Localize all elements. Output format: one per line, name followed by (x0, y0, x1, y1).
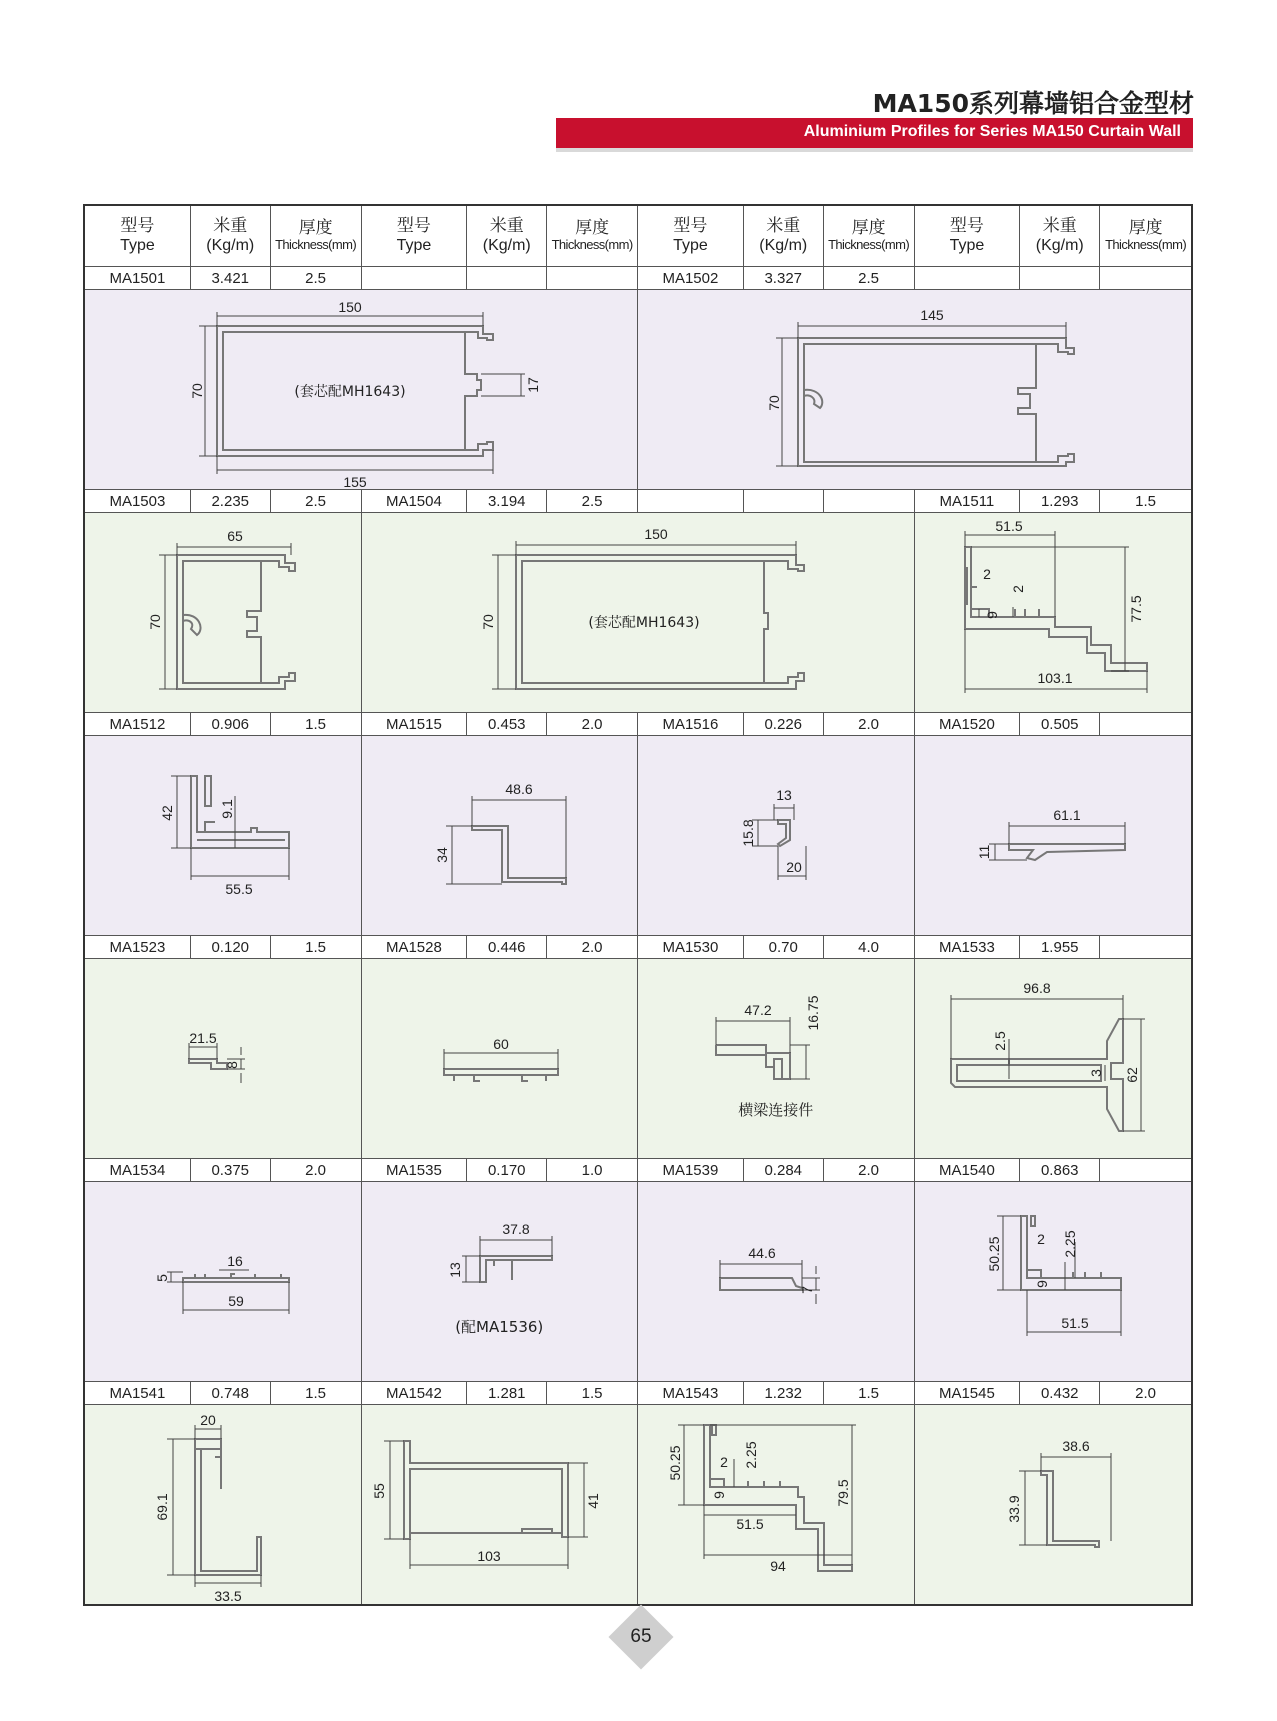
dim-height: 13 (446, 1262, 463, 1278)
model-code: MA1516 (638, 713, 744, 735)
dim-width-top: 13 (776, 787, 792, 803)
profile-drawing-ma1520 (915, 736, 1192, 935)
model-code: MA1520 (915, 713, 1021, 735)
dim-wall: 2.5 (991, 1031, 1008, 1051)
ma1528-drawing (362, 959, 639, 1158)
header-thick-en: Thickness(mm) (1105, 237, 1187, 253)
drawing-row (85, 1405, 1191, 1604)
thickness-value: 1.5 (271, 936, 362, 958)
dim-width: 96.8 (1022, 980, 1051, 996)
model-code: MA1542 (362, 1382, 468, 1404)
weight-value: 0.446 (467, 936, 547, 958)
weight-value: 0.748 (191, 1382, 271, 1404)
dim-height: 70 (766, 395, 782, 411)
header-weight-zh: 米重 (1042, 216, 1077, 237)
dim-slot: 9.1 (219, 799, 235, 819)
thickness-value: 2.0 (824, 1159, 915, 1181)
thickness-value: 2.0 (271, 1159, 362, 1181)
model-code: MA1533 (915, 936, 1021, 958)
dim-length: 103.1 (1036, 670, 1073, 686)
dim-width: 59 (228, 1293, 244, 1309)
info-row (85, 713, 1191, 736)
weight-value (467, 267, 547, 289)
drawing-row (85, 513, 1191, 713)
model-code (915, 267, 1021, 289)
header-thick-zh: 厚度 (1128, 217, 1163, 238)
header-thick (547, 206, 638, 266)
thickness-value (1100, 713, 1191, 735)
dim-width: 65 (227, 528, 243, 544)
info-row (85, 1159, 1191, 1182)
model-code: MA1511 (915, 490, 1021, 512)
model-code: MA1534 (85, 1159, 191, 1181)
model-code: MA1541 (85, 1382, 191, 1404)
table-header (85, 206, 1191, 267)
dim-width: 37.8 (501, 1221, 530, 1237)
header-type-en: Type (120, 236, 155, 254)
header-type (85, 206, 191, 266)
dim-height: 8 (224, 1061, 240, 1069)
profile-drawing-ma1511 (915, 513, 1192, 712)
dim-height: 34 (433, 847, 450, 863)
dim-height: 11 (975, 844, 992, 860)
thickness-value: 2.0 (824, 713, 915, 735)
dim-gap: 2 (1009, 585, 1026, 593)
thickness-value (1100, 1159, 1191, 1181)
thickness-value: 2.5 (547, 490, 638, 512)
header-weight-zh: 米重 (766, 216, 801, 237)
header-type-zh: 型号 (396, 216, 431, 237)
profile-drawing-ma1530 (638, 959, 915, 1158)
header-weight (1020, 206, 1100, 266)
weight-value: 1.293 (1020, 490, 1100, 512)
ma1511-drawing (915, 513, 1192, 712)
profile-drawing-ma1503 (85, 513, 362, 712)
ma1533-drawing (915, 959, 1192, 1158)
dim-width-bottom: 33.5 (214, 1588, 242, 1604)
drawing-row (85, 1182, 1191, 1382)
dim-slot: 9 (711, 1491, 727, 1499)
profile-drawing-ma1533 (915, 959, 1192, 1158)
thickness-value (824, 490, 915, 512)
ma1501-drawing (85, 290, 639, 489)
dim-height: 70 (479, 614, 496, 630)
weight-value: 1.955 (1020, 936, 1100, 958)
info-row (85, 1382, 1191, 1405)
weight-value: 0.863 (1020, 1159, 1100, 1181)
ma1545-drawing (915, 1405, 1192, 1604)
dim-lip: 2 (982, 566, 991, 582)
dim-height: 62 (1123, 1067, 1140, 1083)
note-core: (套芯配MH1643) (294, 384, 406, 400)
profile-drawing-ma1541 (85, 1405, 362, 1604)
dim-height-left: 50.25 (667, 1445, 683, 1481)
ma1502-drawing (638, 290, 1192, 489)
profile-drawing-ma1515 (362, 736, 639, 935)
dim-height: 50.25 (985, 1236, 1002, 1272)
weight-value: 0.284 (744, 1159, 824, 1181)
thickness-value: 4.0 (824, 936, 915, 958)
model-code: MA1515 (362, 713, 468, 735)
weight-value: 0.70 (744, 936, 824, 958)
note-core: (套芯配MH1643) (587, 615, 700, 631)
dim-lip: 2 (1036, 1231, 1045, 1247)
header-type-zh: 型号 (673, 216, 708, 237)
weight-value: 3.327 (744, 267, 824, 289)
dim-height: 42 (159, 805, 175, 821)
profile-drawing-ma1516 (638, 736, 915, 935)
dim-width-inner: 51.5 (736, 1516, 764, 1532)
dim-lip: 2 (720, 1454, 728, 1470)
header-type-en: Type (396, 236, 432, 254)
weight-value (1020, 267, 1100, 289)
ma1504-drawing (362, 513, 916, 712)
weight-value: 0.432 (1020, 1382, 1100, 1404)
dim-width-bottom: 155 (343, 474, 367, 489)
header-weight-en: (Kg/m) (759, 236, 808, 254)
dim-width: 103 (476, 1548, 501, 1564)
model-code: MA1501 (85, 267, 191, 289)
profile-catalog-table (83, 204, 1193, 1606)
model-code (362, 267, 468, 289)
profile-drawing-ma1534 (85, 1182, 362, 1381)
thickness-value: 2.5 (271, 490, 362, 512)
dim-width: 150 (643, 526, 668, 542)
dim-width: 21.5 (189, 1030, 217, 1046)
header-weight (467, 206, 547, 266)
model-code: MA1503 (85, 490, 191, 512)
header-weight-zh: 米重 (213, 216, 248, 237)
weight-value (744, 490, 824, 512)
dim-gap: 2.25 (743, 1441, 759, 1469)
ma1539-drawing (638, 1182, 915, 1381)
dim-height: 70 (147, 614, 163, 630)
page-subtitle: Aluminium Profiles for Series MA150 Curtain Wall (803, 123, 1181, 140)
weight-value: 0.120 (191, 936, 271, 958)
dim-height: 77.5 (1127, 595, 1144, 623)
dim-height-right: 41 (584, 1493, 601, 1509)
thickness-value (547, 267, 638, 289)
dim-width: 38.6 (1061, 1438, 1090, 1454)
header-type-zh: 型号 (120, 216, 155, 237)
dim-height: 70 (189, 383, 205, 399)
dim-slot: 3 (1087, 1069, 1104, 1077)
dim-gap: 2.25 (1061, 1230, 1078, 1258)
dim-height: 16.75 (805, 995, 821, 1031)
header-type-en: Type (949, 236, 985, 254)
header-thick-en: Thickness(mm) (828, 237, 910, 253)
weight-value: 1.281 (467, 1382, 547, 1404)
dim-height: 7 (799, 1286, 815, 1294)
dim-width: 61.1 (1052, 807, 1081, 823)
dim-width: 47.2 (744, 1002, 772, 1018)
model-code: MA1540 (915, 1159, 1021, 1181)
weight-value: 0.375 (191, 1159, 271, 1181)
thickness-value (1100, 267, 1191, 289)
model-code: MA1502 (638, 267, 744, 289)
header-thick (824, 206, 915, 266)
profile-drawing-ma1540 (915, 1182, 1192, 1381)
weight-value: 3.194 (467, 490, 547, 512)
model-code: MA1543 (638, 1382, 744, 1404)
note-pair-ma1536: (配MA1536) (455, 1318, 544, 1336)
ma1534-drawing (85, 1182, 362, 1381)
profile-drawing-ma1535 (362, 1182, 639, 1381)
dim-height-left: 55 (370, 1483, 387, 1499)
thickness-value: 2.0 (1135, 1384, 1157, 1402)
profile-drawing-ma1543 (638, 1405, 915, 1604)
model-code: MA1512 (85, 713, 191, 735)
header-thick (271, 206, 362, 266)
header-weight (744, 206, 824, 266)
drawing-row (85, 959, 1191, 1159)
dim-width: 48.6 (504, 781, 533, 797)
model-code: MA1530 (638, 936, 744, 958)
thickness-value: 1.0 (547, 1159, 638, 1181)
ma1543-drawing (638, 1405, 915, 1604)
model-code: MA1523 (85, 936, 191, 958)
ma1516-drawing (638, 736, 915, 935)
dim-width-bottom: 20 (786, 859, 802, 875)
header-weight-en: (Kg/m) (206, 236, 255, 254)
header-weight-en: (Kg/m) (482, 236, 531, 254)
dim-width: 145 (920, 307, 944, 323)
thickness-value: 2.5 (271, 267, 362, 289)
header-thick-zh: 厚度 (851, 217, 886, 238)
header-thick-en: Thickness(mm) (275, 237, 357, 253)
header-type (362, 206, 468, 266)
model-code (638, 490, 744, 512)
weight-value: 3.421 (191, 267, 271, 289)
model-code: MA1545 (915, 1382, 1021, 1404)
dim-width: 44.6 (748, 1245, 776, 1261)
dim-slot: 9 (983, 611, 1000, 619)
page-number: 65 (630, 1626, 652, 1647)
info-row (85, 936, 1191, 959)
header-thick-zh: 厚度 (298, 217, 333, 238)
profile-drawing-ma1501 (85, 290, 638, 489)
weight-value: 0.170 (467, 1159, 547, 1181)
dim-width: 51.5 (1060, 1315, 1089, 1331)
model-code: MA1504 (362, 490, 468, 512)
header-type-zh: 型号 (949, 216, 984, 237)
page-title: MA150系列幕墙铝合金型材 (872, 89, 1194, 118)
dim-height: 69.1 (154, 1493, 170, 1521)
header-type (915, 206, 1021, 266)
dim-slot: 9 (1033, 1280, 1050, 1288)
info-row (85, 267, 1191, 290)
drawing-row (85, 736, 1191, 936)
weight-value: 0.453 (467, 713, 547, 735)
dim-height: 5 (154, 1274, 170, 1282)
note-beam-connector: 横梁连接件 (738, 1101, 814, 1119)
model-code: MA1528 (362, 936, 468, 958)
thickness-value: 1.5 (1135, 492, 1157, 510)
header-thick-zh: 厚度 (575, 217, 610, 238)
header-weight-zh: 米重 (489, 216, 524, 237)
dim-width: 94 (770, 1558, 786, 1574)
dim-width-top: 20 (200, 1412, 216, 1428)
dim-height: 15.8 (740, 819, 756, 847)
dim-height-right: 79.5 (835, 1479, 851, 1507)
thickness-value: 2.5 (824, 267, 915, 289)
dim-height: 33.9 (1005, 1495, 1022, 1523)
dim-slot: 16 (227, 1253, 243, 1269)
ma1503-drawing (85, 513, 362, 712)
thickness-value: 2.0 (547, 713, 638, 735)
thickness-value: 1.5 (271, 713, 362, 735)
ma1541-drawing (85, 1405, 362, 1604)
weight-value: 0.505 (1020, 713, 1100, 735)
subtitle-band (556, 118, 1193, 148)
profile-drawing-ma1542 (362, 1405, 639, 1604)
model-code: MA1539 (638, 1159, 744, 1181)
profile-drawing-ma1539 (638, 1182, 915, 1381)
profile-drawing-ma1523 (85, 959, 362, 1158)
weight-value: 1.232 (744, 1382, 824, 1404)
thickness-value (1100, 936, 1191, 958)
ma1540-drawing (915, 1182, 1192, 1381)
ma1515-drawing (362, 736, 639, 935)
thickness-value: 2.0 (547, 936, 638, 958)
weight-value: 2.235 (191, 490, 271, 512)
dim-width: 51.5 (994, 518, 1023, 534)
model-code: MA1535 (362, 1159, 468, 1181)
profile-drawing-ma1545 (915, 1405, 1192, 1604)
dim-width: 60 (492, 1036, 509, 1052)
ma1530-drawing (638, 959, 915, 1158)
profile-drawing-ma1528 (362, 959, 639, 1158)
ma1520-drawing (915, 736, 1192, 935)
dim-slot: 17 (525, 377, 541, 393)
thickness-value: 1.5 (271, 1382, 362, 1404)
ma1542-drawing (362, 1405, 639, 1604)
info-row (85, 490, 1191, 513)
ma1512-drawing (85, 736, 362, 935)
profile-drawing-ma1512 (85, 736, 362, 935)
header-thick-en: Thickness(mm) (551, 237, 633, 253)
header-weight (191, 206, 271, 266)
header-type-en: Type (673, 236, 708, 254)
profile-drawing-ma1504 (362, 513, 915, 712)
dim-width-top: 150 (338, 299, 362, 315)
ma1523-drawing (85, 959, 362, 1158)
header-weight-en: (Kg/m) (1035, 236, 1084, 254)
drawing-row (85, 290, 1191, 490)
header-type (638, 206, 744, 266)
weight-value: 0.906 (191, 713, 271, 735)
header-thick (1100, 206, 1191, 266)
profile-drawing-ma1502 (638, 290, 1191, 489)
dim-width: 55.5 (225, 881, 253, 897)
band-shadow (556, 148, 1193, 152)
thickness-value: 1.5 (547, 1382, 638, 1404)
weight-value: 0.226 (744, 713, 824, 735)
ma1535-drawing (362, 1182, 639, 1381)
thickness-value: 1.5 (824, 1382, 915, 1404)
